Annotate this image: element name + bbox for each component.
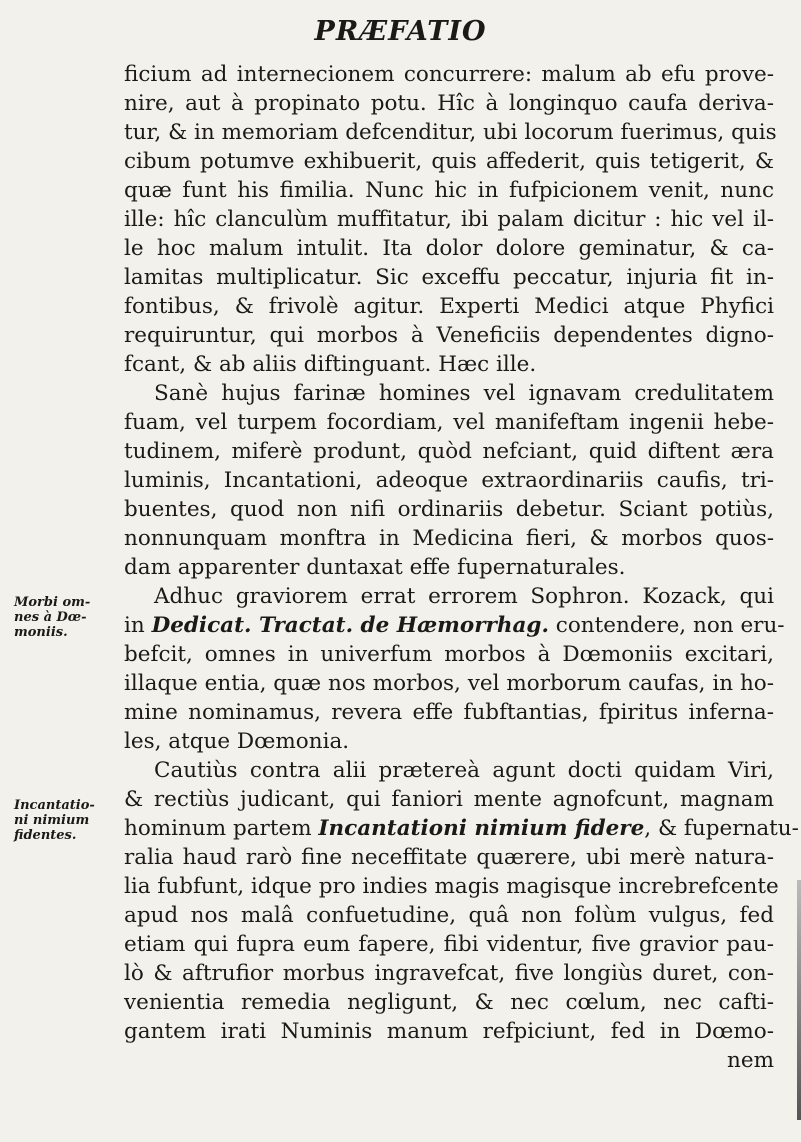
text-fragment: hominum partem [124, 816, 319, 841]
page-edge-shadow [797, 880, 801, 1120]
text-line: fcant, & ab aliis diftinguant. Hæc ille. [124, 352, 537, 377]
text-line: etiam qui fupra eum fapere, fibi videntur, five gravior pau- [124, 932, 774, 957]
text-line: Cautiùs contra alii prætereà agunt docti quidam Viri, [154, 758, 774, 783]
text-line: tur, & in memoriam defcenditur, ubi locorum fuerimus, quis [124, 120, 777, 145]
text-line: ralia haud rarò fine neceffitate quærere, ubi merè natura- [124, 845, 774, 870]
margin-note-line: nes à Dœ- [14, 610, 87, 625]
text-line: ille: hîc clanculùm muffitatur, ibi palam dicitur : hic vel il- [124, 207, 774, 232]
margin-note-line: Morbi om- [14, 595, 91, 610]
catchword: nem [727, 1048, 774, 1073]
text-line: tudinem, miferè produnt, quòd nefciant, quid diftent æra [124, 439, 774, 464]
running-head: PRÆFATIO [314, 16, 487, 47]
margin-note-line: ni nimium [14, 813, 90, 828]
margin-note-morbi [14, 595, 124, 640]
text-line [124, 611, 785, 640]
text-line: Adhuc graviorem errat errorem Sophron. Kozack, qui [154, 584, 774, 609]
margin-note-line: fidentes. [14, 828, 77, 843]
text-line: befcit, omnes in univerfum morbos à Dœmoniis excitari, [124, 642, 774, 667]
text-line [124, 814, 799, 843]
text-line: luminis, Incantationi, adeoque extraordinariis caufis, tri- [124, 468, 774, 493]
body-text [124, 60, 799, 1075]
margin-note-incantatio [14, 798, 124, 843]
text-fragment: , & fupernatu- [644, 816, 799, 841]
text-line: requiruntur, qui morbos à Veneficiis dependentes digno- [124, 323, 774, 348]
text-line: fuam, vel turpem focordiam, vel manifeftam ingenii hebe- [124, 410, 774, 435]
text-line: nire, aut à propinato potu. Hîc à longinquo caufa deriva- [124, 91, 774, 116]
text-line: les, atque Dœmonia. [124, 729, 350, 754]
margin-note-line: moniis. [14, 625, 68, 640]
italic-citation: Dedicat. Tractat. de Hæmorrhag. [151, 613, 549, 638]
text-line: ficium ad internecionem concurrere: malum ab efu prove- [124, 62, 774, 87]
text-line: quæ funt his fimilia. Nunc hic in fufpicionem venit, nunc [124, 178, 774, 203]
text-line: le hoc malum intulit. Ita dolor dolore geminatur, & ca- [124, 236, 774, 261]
text-line: mine nominamus, revera effe fubftantias, fpiritus inferna- [124, 700, 774, 725]
text-line: lò & aftrufior morbus ingravefcat, five longiùs duret, con- [124, 961, 774, 986]
text-line: buentes, quod non nifi ordinariis debetur. Sciant potiùs, [124, 497, 774, 522]
text-line: nonnunquam monftra in Medicina fieri, & morbos quos- [124, 526, 774, 551]
text-line: cibum potumve exhibuerit, quis affederit, quis tetigerit, & [124, 149, 774, 174]
text-fragment: in [124, 613, 152, 638]
text-line: lamitas multiplicatur. Sic exceffu peccatur, injuria fit in- [124, 265, 774, 290]
text-line: illaque entia, quæ nos morbos, vel morborum caufas, in ho- [124, 671, 774, 696]
text-line: & rectiùs judicant, qui faniori mente agnofcunt, magnam [124, 787, 774, 812]
text-fragment: contendere, non eru- [548, 613, 785, 638]
text-line: venientia remedia negligunt, & nec cœlum, nec cafti- [124, 990, 774, 1015]
text-line: lia fubfunt, idque pro indies magis magisque increbrefcente [124, 874, 779, 899]
text-line: dam apparenter duntaxat effe fupernaturales. [124, 555, 626, 580]
text-line: Sanè hujus farinæ homines vel ignavam credulitatem [154, 381, 774, 406]
margin-note-line: Incantatio- [14, 798, 95, 813]
text-line: gantem irati Numinis manum refpiciunt, fed in Dœmo- [124, 1019, 774, 1044]
italic-phrase: Incantationi nimium fidere [318, 816, 645, 841]
text-line: apud nos malâ confuetudine, quâ non folùm vulgus, fed [124, 903, 774, 928]
text-line: fontibus, & frivolè agitur. Experti Medici atque Phyfici [124, 294, 774, 319]
